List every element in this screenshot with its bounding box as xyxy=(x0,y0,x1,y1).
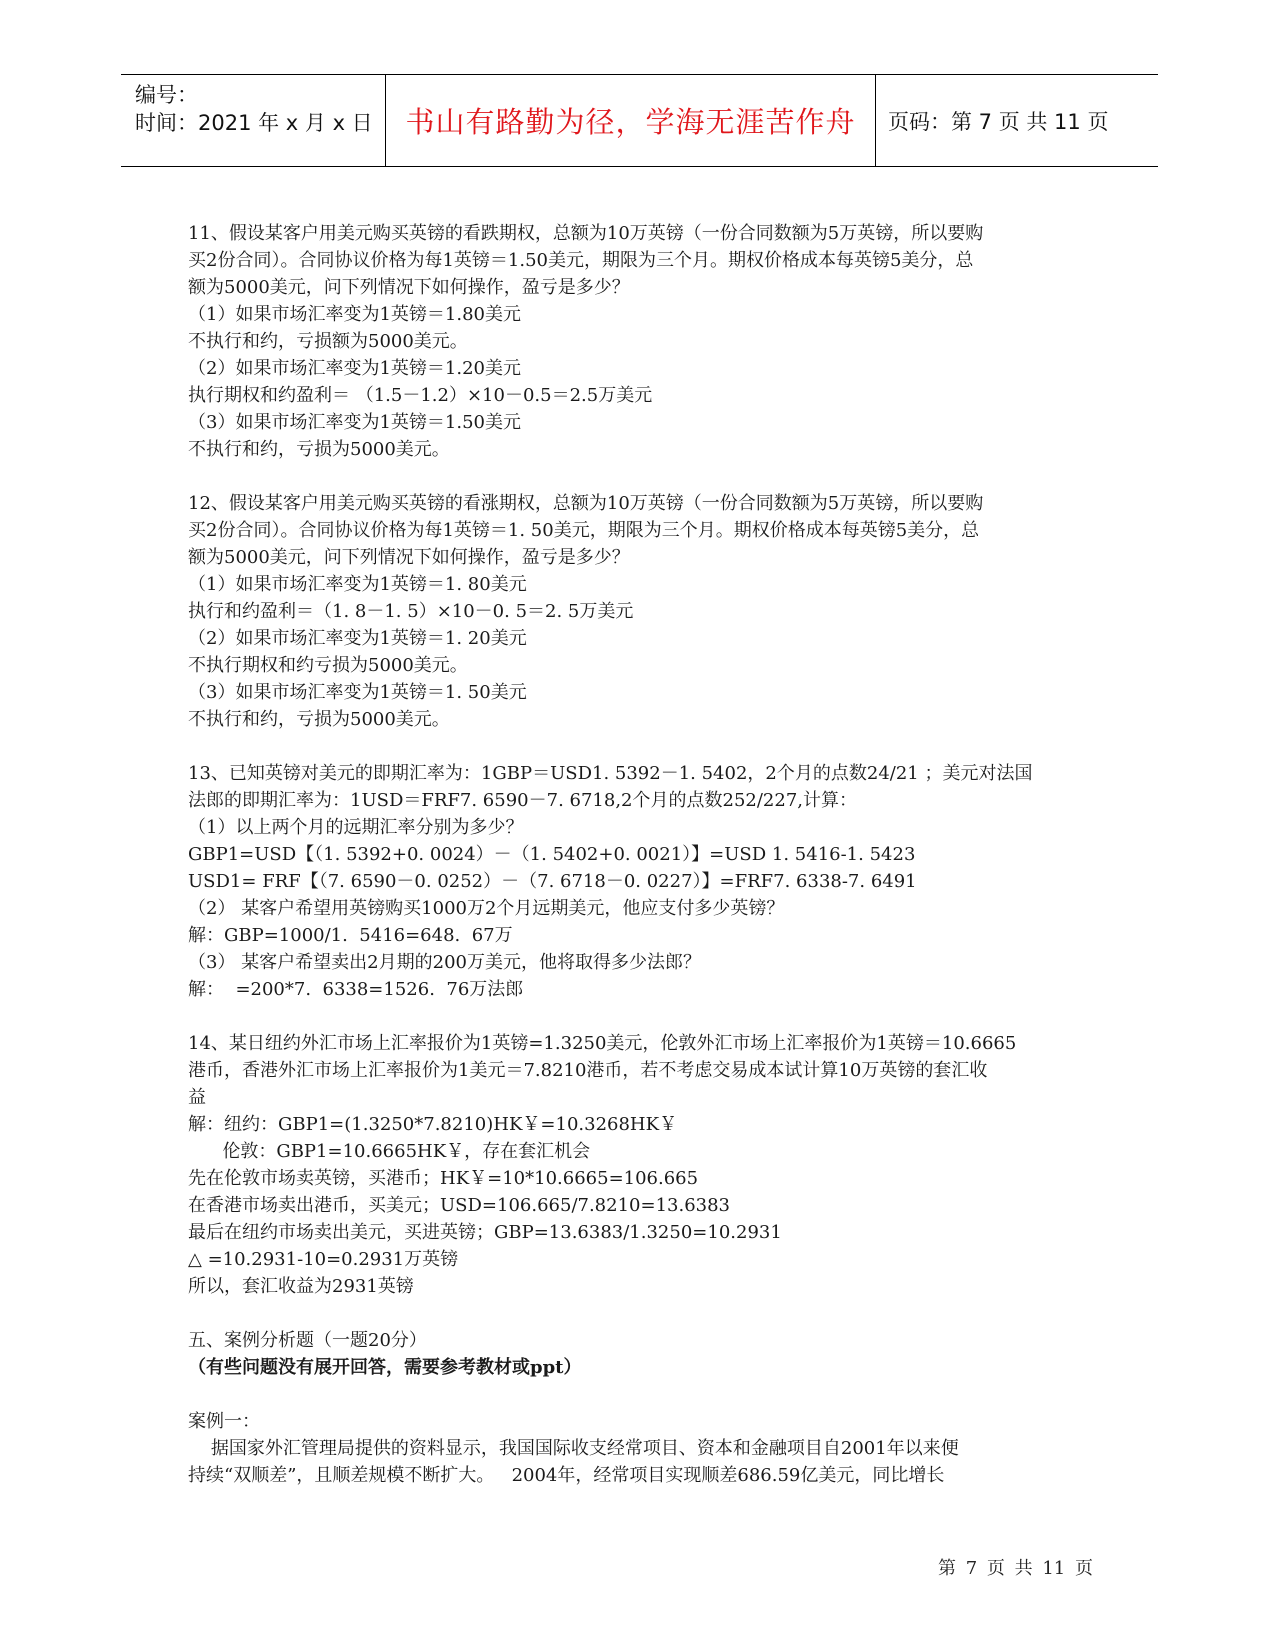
header-motto: 书山有路勤为径，学海无涯苦作舟 xyxy=(386,75,876,166)
body-line: 据国家外汇管理局提供的资料显示，我国国际收支经常项目、资本和金融项目自2001年以来便 xyxy=(188,1438,959,1459)
paragraph-gap xyxy=(188,1003,1093,1030)
body-line: 法郎的即期汇率为：1USD＝FRF7. 6590－7. 6718,2个月的点数252/227,计算： xyxy=(188,790,857,811)
body-line: 解：纽约：GBP1=(1.3250*7.8210)HK￥=10.3268HK￥ xyxy=(188,1114,678,1135)
page-footer: 第 7 页 共 11 页 xyxy=(938,1558,1093,1579)
body-line: 先在伦敦市场卖英镑，买港币；HK￥=10*10.6665=106.665 xyxy=(188,1168,699,1189)
body-line: 额为5000美元，问下列情况下如何操作，盈亏是多少？ xyxy=(188,547,630,568)
body-line: GBP1=USD【（1. 5392+0. 0024）－（1. 5402+0. 0021）】=USD 1. 5416-1. 5423 xyxy=(188,844,916,865)
paragraph-gap xyxy=(188,733,1093,760)
body-line: （2）如果市场汇率变为1英镑＝1.20美元 xyxy=(188,358,521,379)
body-line: 伦敦：GBP1=10.6665HK￥，存在套汇机会 xyxy=(188,1141,591,1162)
body-line: 额为5000美元，问下列情况下如何操作，盈亏是多少？ xyxy=(188,277,630,298)
body-line: （1）如果市场汇率变为1英镑＝1. 80美元 xyxy=(188,574,527,595)
body-line: USD1= FRF【（7. 6590－0. 0252）－（7. 6718－0. 0227）】=FRF7. 6338-7. 6491 xyxy=(188,871,917,892)
paragraph-gap xyxy=(188,1300,1093,1327)
body-line: 买2份合同）。合同协议价格为每1英镑＝1.50美元，期限为三个月。期权价格成本每英镑5美分，总 xyxy=(188,250,974,271)
document-body xyxy=(188,220,1093,1489)
body-line: 益 xyxy=(188,1087,206,1108)
body-line: 不执行期权和约亏损为5000美元。 xyxy=(188,655,468,676)
page-header xyxy=(121,74,1158,167)
body-line: 执行期权和约盈利＝ （1.5－1.2）×10－0.5＝2.5万美元 xyxy=(188,385,653,406)
body-line: 五、案例分析题（一题20分） xyxy=(188,1330,427,1351)
body-line: 案例一： xyxy=(188,1411,260,1432)
body-line: 在香港市场卖出港币，买美元；USD=106.665/7.8210=13.6383 xyxy=(188,1195,731,1216)
paragraph-gap xyxy=(188,463,1093,490)
body-line: 解： =200*7. 6338=1526. 76万法郎 xyxy=(188,979,524,1000)
body-line: 所以，套汇收益为2931英镑 xyxy=(188,1276,414,1297)
body-line: 13、已知英镑对美元的即期汇率为：1GBP＝USD1. 5392－1. 5402，2个月的点数24/21 ；美元对法国 xyxy=(188,763,1033,784)
body-line: 执行和约盈利＝（1. 8－1. 5）×10－0. 5＝2. 5万美元 xyxy=(188,601,634,622)
body-line: 最后在纽约市场卖出美元，买进英镑；GBP=13.6383/1.3250=10.2931 xyxy=(188,1222,782,1243)
body-line: 不执行和约，亏损额为5000美元。 xyxy=(188,331,468,352)
header-meta xyxy=(121,75,386,166)
body-line: 14、某日纽约外汇市场上汇率报价为1英镑=1.3250美元，伦敦外汇市场上汇率报价为1英镑＝10.6665 xyxy=(188,1033,1017,1054)
header-page-label: 页码：第 7 页 共 11 页 xyxy=(888,109,1109,134)
body-line: （1）以上两个月的远期汇率分别为多少？ xyxy=(188,817,524,838)
body-line: （2） 某客户希望用英镑购买1000万2个月远期美元，他应支付多少英镑？ xyxy=(188,898,785,919)
body-line: （3）如果市场汇率变为1英镑＝1.50美元 xyxy=(188,412,521,433)
body-line: 12、假设某客户用美元购买英镑的看涨期权，总额为10万英镑（一份合同数额为5万英镑，所以要购 xyxy=(188,493,984,514)
body-line: 不执行和约，亏损为5000美元。 xyxy=(188,709,450,730)
document-time-label: 时间：2021 年 x 月 x 日 xyxy=(135,111,373,135)
body-line: （1）如果市场汇率变为1英镑＝1.80美元 xyxy=(188,304,521,325)
body-line: （3）如果市场汇率变为1英镑＝1. 50美元 xyxy=(188,682,527,703)
body-line: 解：GBP=1000/1. 5416=648. 67万 xyxy=(188,925,513,946)
body-line: △ =10.2931-10=0.2931万英镑 xyxy=(188,1249,459,1270)
paragraph-gap xyxy=(188,1381,1093,1408)
body-line: （有些问题没有展开回答，需要参考教材或ppt） xyxy=(188,1357,582,1378)
body-line: 不执行和约，亏损为5000美元。 xyxy=(188,439,450,460)
body-line: 买2份合同）。合同协议价格为每1英镑＝1. 50美元，期限为三个月。期权价格成本每英镑5美分，总 xyxy=(188,520,980,541)
body-line: 11、假设某客户用美元购买英镑的看跌期权，总额为10万英镑（一份合同数额为5万英镑，所以要购 xyxy=(188,223,984,244)
body-line: 港币，香港外汇市场上汇率报价为1美元＝7.8210港币，若不考虑交易成本试计算10万英镑的套汇收 xyxy=(188,1060,988,1081)
body-line: 持续“双顺差”，且顺差规模不断扩大。 2004年，经常项目实现顺差686.59亿美元，同比增长 xyxy=(188,1465,945,1486)
body-line: （3） 某客户希望卖出2月期的200万美元，他将取得多少法郎？ xyxy=(188,952,701,973)
body-line: （2）如果市场汇率变为1英镑＝1. 20美元 xyxy=(188,628,527,649)
document-number-label: 编号： xyxy=(135,83,198,107)
